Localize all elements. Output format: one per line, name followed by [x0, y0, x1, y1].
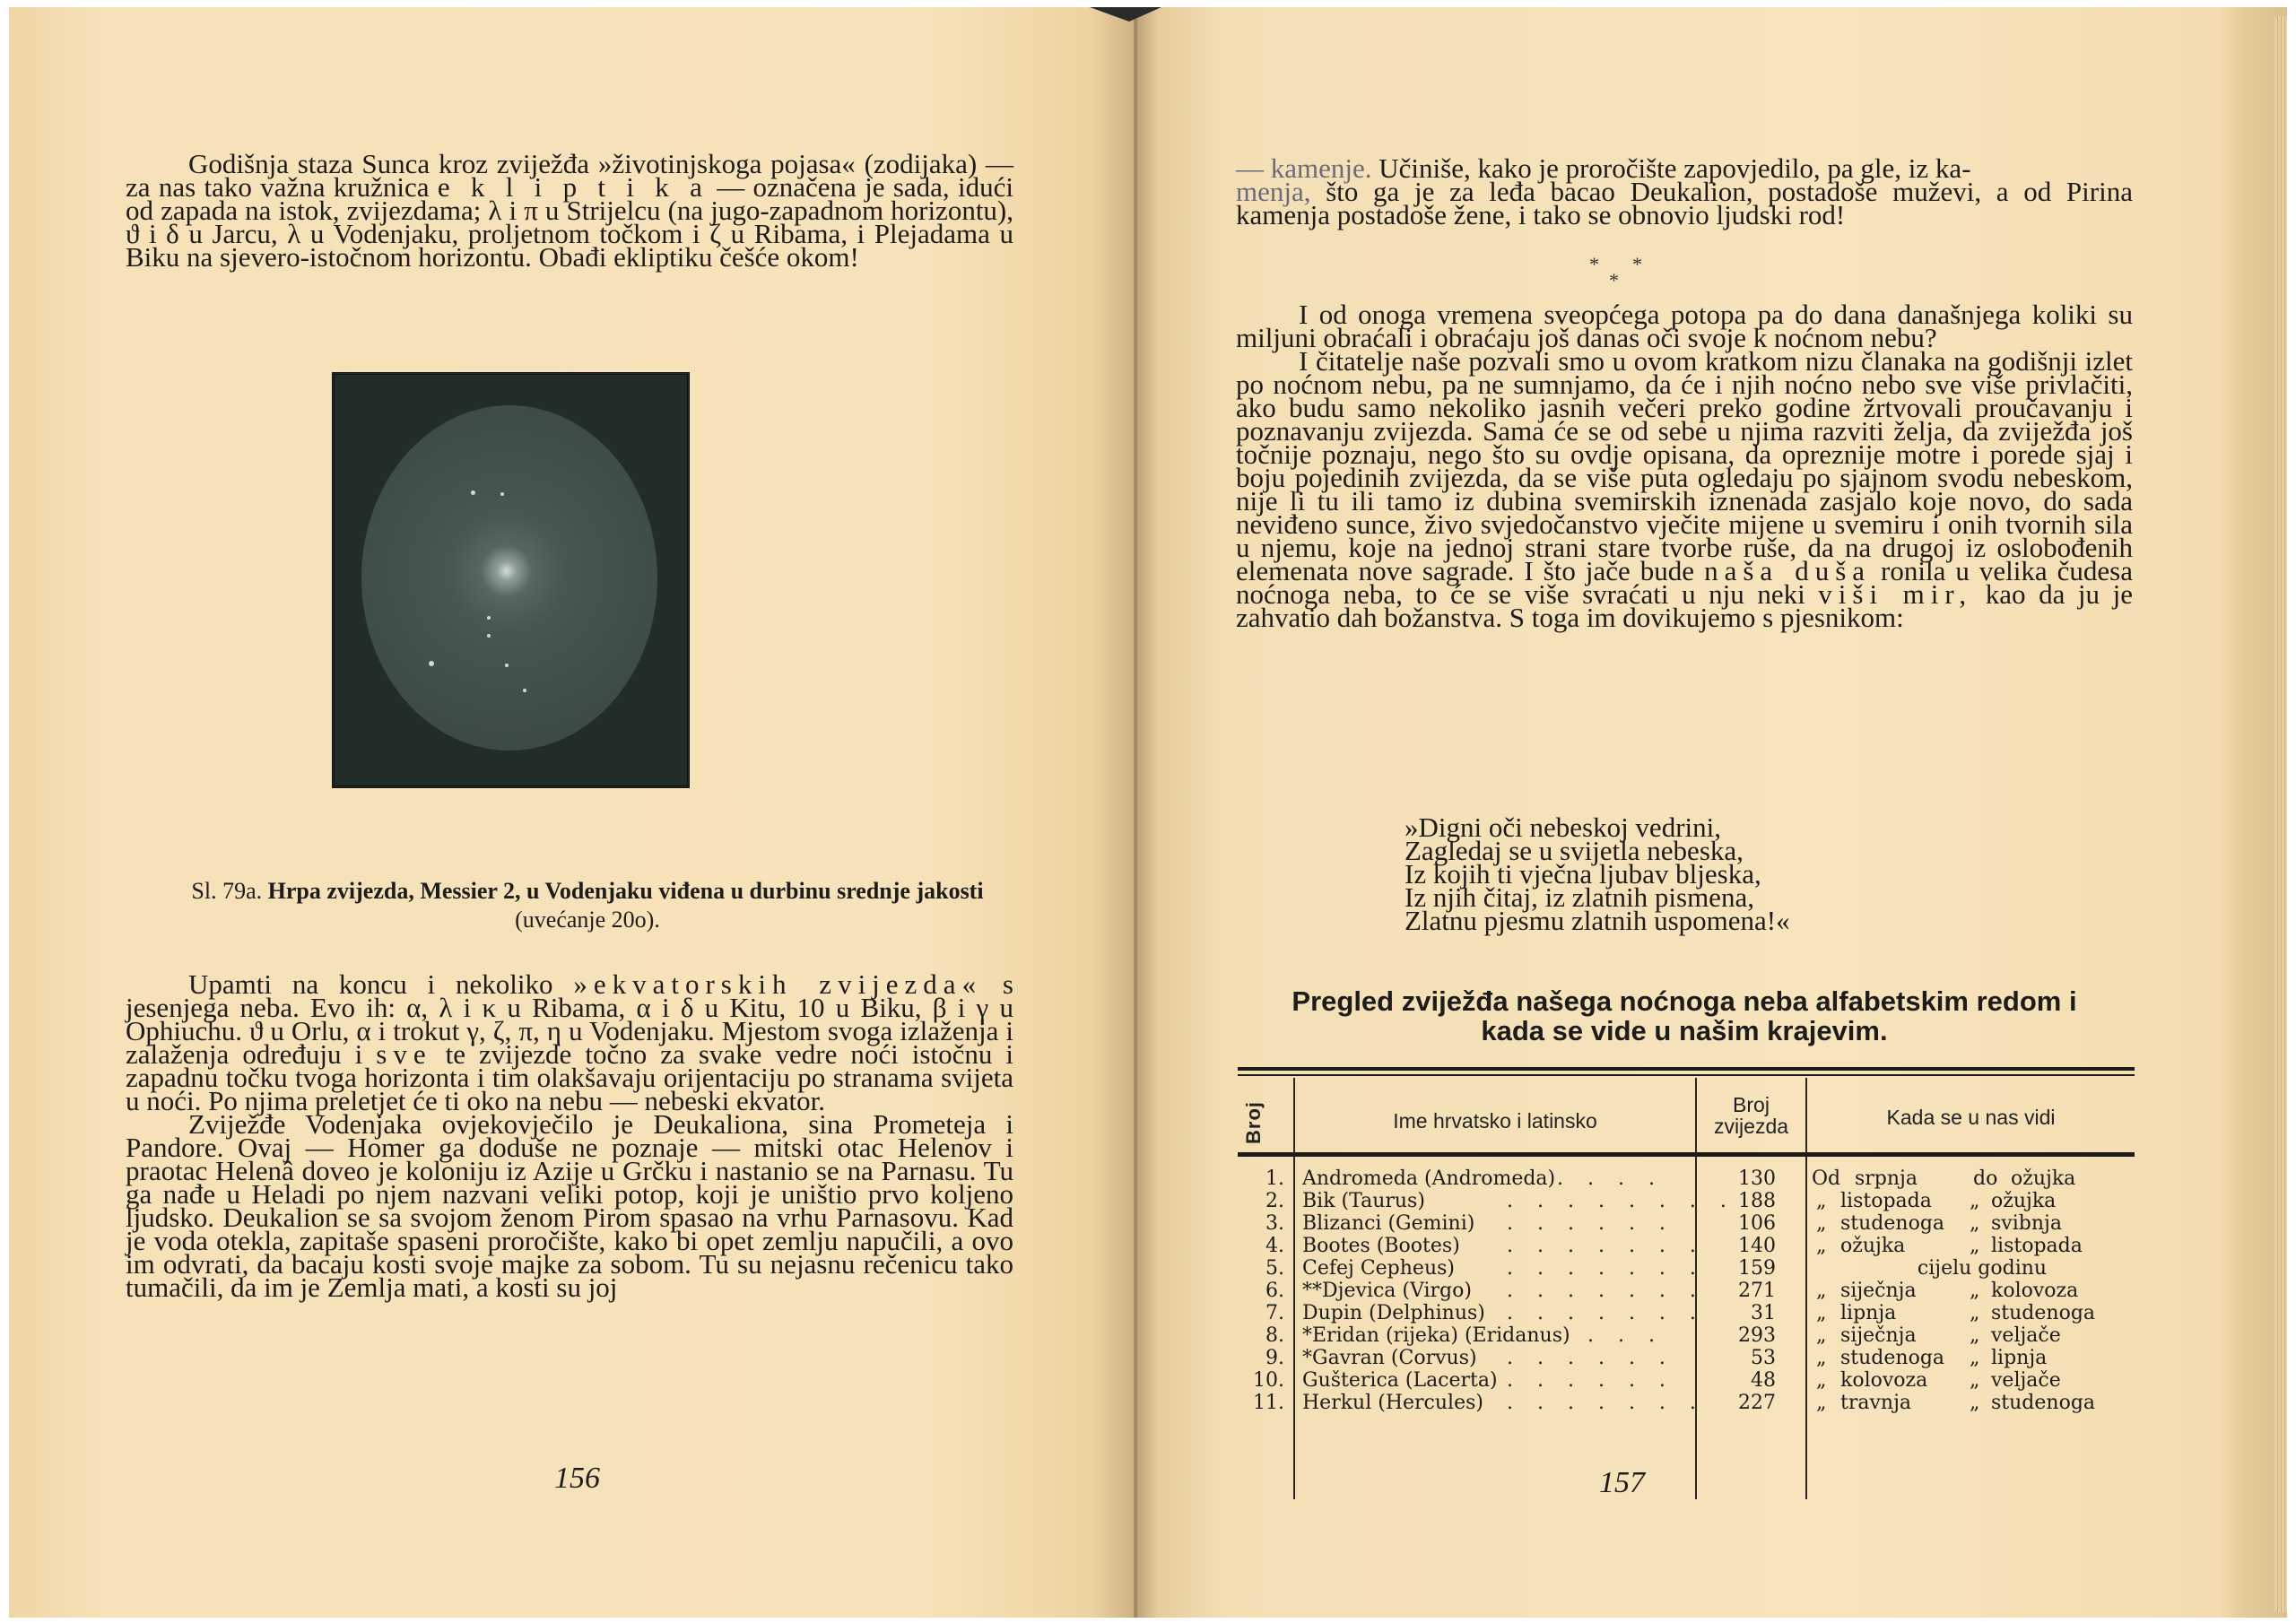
star-count: 271: [1738, 1280, 1776, 1302]
row-number: 6.: [1265, 1280, 1284, 1302]
ditto-mark: „: [1816, 1280, 1827, 1302]
star-count: 188: [1738, 1190, 1776, 1212]
table-row: [1238, 1190, 2135, 1212]
leader-dots: . . . . . .: [1507, 1369, 1674, 1392]
star-dot: [500, 492, 504, 496]
row-number: 11.: [1253, 1392, 1284, 1414]
leader-dots: . . . . . . .: [1507, 1392, 1705, 1414]
text-line: (zodijaka) — za nas tako važna kružnica: [126, 148, 1013, 203]
leader-dots: . . . . . .: [1507, 1212, 1674, 1235]
row-number: 10.: [1253, 1369, 1284, 1392]
page-number-right: 157: [1599, 1466, 1645, 1499]
text-line: Upamti na koncu i nekoliko: [188, 968, 574, 1000]
visibility-from: kolovoza: [1840, 1369, 1928, 1392]
ditto-mark: „: [1970, 1302, 1980, 1324]
visibility-from: lipnja: [1840, 1302, 1897, 1324]
row-number: 9.: [1265, 1347, 1284, 1369]
header-name: Ime hrvatsko i latinsko: [1393, 1109, 1597, 1133]
text-line: s jesenjega neba. Evo ih: α, λ i κ u Ribama, α i δ u Kitu, 10 u Biku, β i γ u Ophiuchu. ϑ u Orlu, α i trokut γ, ζ, π, η u Vodenjaku. Mjestom svoga izlaženja i zalaženja određuju i: [126, 968, 1013, 1070]
visibility-from: siječnja: [1840, 1324, 1917, 1347]
visibility-period: cijelu godinu: [1917, 1257, 2048, 1280]
caption-label: Sl. 79a.: [191, 878, 263, 904]
row-number: 2.: [1265, 1190, 1284, 1212]
text-line: — označena je sada, idući od zapada na istok, zvijezdama; λ i π u Strijelcu (na jugo-zapadnom horizontu), ϑ i δ u Jarcu, λ u Vodenjaku, proljetnom točkom i ζ u Ribama, i Plejadama u Biku na sjevero-istočnom horizontu. Obađi ekliptiku češće okom!: [126, 171, 1013, 273]
star-count: 31: [1751, 1302, 1776, 1324]
emphasized-term: e k l i p t i k a: [437, 171, 709, 203]
gutter: [1134, 7, 1137, 1618]
table-body: [1238, 1167, 2135, 1414]
visibility-to: veljače: [1991, 1369, 2061, 1392]
table-row: [1238, 1257, 2135, 1280]
ditto-mark: „: [1816, 1347, 1827, 1369]
table-row: [1238, 1324, 2135, 1347]
page-edges: [2274, 16, 2287, 1612]
star-count: 106: [1738, 1212, 1776, 1235]
row-number: 8.: [1265, 1324, 1284, 1347]
faded-text: menja,: [1236, 176, 1326, 207]
right-paragraph-closing: [1236, 299, 2133, 633]
header-visibility: Kada se u nas vidi: [1886, 1106, 2056, 1129]
poem-line: »Digni oči nebeskoj vedrini,: [1405, 812, 1721, 843]
visibility-to: kolovoza: [1991, 1280, 2079, 1302]
section-separator: [1589, 253, 1697, 289]
asterisk-icon: *: [1632, 253, 1642, 275]
visibility-to: ožujka: [2011, 1167, 2076, 1190]
ditto-mark: „: [1816, 1235, 1827, 1257]
ditto-mark: „: [1816, 1369, 1827, 1392]
table-row: [1238, 1280, 2135, 1302]
star-dot: [505, 664, 509, 667]
ditto-mark: „: [1970, 1190, 1980, 1212]
leader-dots: . . . . . . .: [1507, 1257, 1705, 1280]
text-line: što ga je za leđa bacao Deukalion, postadoše muževi, a od Pirina kamenja postadoše žene, i tako se obnovio ljudski rod!: [1236, 176, 2133, 230]
header-star-count: [1697, 1094, 1805, 1137]
star-count: 293: [1738, 1324, 1776, 1347]
ditto-mark: „: [1970, 1392, 1980, 1414]
header-line: Broj: [1733, 1093, 1770, 1116]
telescope-view-disc: [361, 405, 657, 751]
row-number: 3.: [1265, 1212, 1284, 1235]
star-count: 130: [1738, 1167, 1776, 1190]
visibility-from: travnja: [1840, 1392, 1912, 1414]
star-count: 159: [1738, 1257, 1776, 1280]
star-dot: [523, 689, 526, 692]
constellation-name: Bik (Taurus): [1302, 1190, 1425, 1212]
table-row: [1238, 1369, 2135, 1392]
table-row: [1238, 1235, 2135, 1257]
constellation-name: Cefej Cepheus): [1302, 1257, 1455, 1280]
constellation-name: Dupin (Delphinus): [1302, 1302, 1485, 1324]
ditto-mark: „: [1816, 1324, 1827, 1347]
row-number: 7.: [1265, 1302, 1284, 1324]
ditto-mark: „: [1970, 1324, 1980, 1347]
star-count: 140: [1738, 1235, 1776, 1257]
ditto-mark: „: [1970, 1235, 1980, 1257]
star-count: 227: [1738, 1392, 1776, 1414]
visibility-to: lipnja: [1991, 1347, 2048, 1369]
visibility-from: siječnja: [1840, 1280, 1917, 1302]
ditto-mark: „: [1816, 1302, 1827, 1324]
poem-line: Zlatnu pjesmu zlatnih uspomena!«: [1405, 905, 1790, 936]
visibility-to: ožujka: [1991, 1190, 2057, 1212]
star-count: 48: [1751, 1369, 1776, 1392]
poem-line: Zagledaj se u svijetla nebeska,: [1405, 835, 1744, 866]
caption-magnification: (uvećanje 20o).: [515, 907, 660, 933]
poem-line: Iz kojih ti vječna ljubav bljeska,: [1405, 858, 1761, 890]
paragraph-invitation: [1236, 345, 2133, 633]
star-dot: [429, 661, 434, 666]
visibility-to-prefix: do: [1973, 1167, 1998, 1190]
visibility-to: svibnja: [1991, 1212, 2062, 1235]
constellation-name: *Gavran (Corvus): [1302, 1347, 1477, 1369]
leader-dots: . . . . . . .: [1507, 1280, 1705, 1302]
constellation-name: *Eridan (rijeka) (Eridanus): [1302, 1324, 1570, 1347]
table-row: [1238, 1302, 2135, 1324]
table-row: [1238, 1347, 2135, 1369]
left-paragraph-equator: [126, 968, 1014, 1303]
visibility-from: ožujka: [1840, 1235, 1906, 1257]
right-paragraph-continuation: — kamenje. Učiniše, kako je proročište zapovjedilo, pa gle, iz ka- menja, što ga je za leđa bacao Deukalion, postadoše muževi, a od Pirina kamenja postadoše žene, i tako se obnovio ljudski rod!: [1236, 152, 2133, 230]
ditto-mark: „: [1816, 1212, 1827, 1235]
text-line: I čitatelje naše pozvali smo u ovom kratkom nizu članaka na godišnji izlet po noćnom nebu, pa ne sumnjamo, da će i njih noćno nebo sve više privlačiti, ako budu samo nekoliko jasnih večeri preko godine žrtvovali proučavanju i poznavanju zvijezda. Sama će se od sebe u njima razviti želja, da zviježđa još točnije poznaju, nego što su ovdje opisana, da opreznije motre i porede sjaj i boju pojedinih zvijezda, da se više puta ogledaju po sjajnom svodu nebeskom, nije li tu ili tamo iz dubina svemirskih iznenada zasjalo koje novo, do sada neviđeno sunce, živo svjedočanstvo vječite mijene u svemiru i onih tvornih sila u njemu, koje na jednoj strani stare tvorbe ruše, da na drugoj iz oslobođenih elemenata nove sagrade. I što jače bude: [1236, 345, 2133, 586]
leader-dots: . . . . . . . .: [1507, 1190, 1735, 1212]
text-line: ronila u velika čudesa noćnoga neba, to će se više svraćati u nju neki: [1236, 555, 2133, 610]
ditto-mark: „: [1970, 1369, 1980, 1392]
header-number: Broj: [1242, 1101, 1265, 1144]
row-number: 1.: [1265, 1167, 1284, 1190]
text-line: Učiniše, kako je proročište zapovjedilo, pa gle, iz ka: [1378, 152, 1962, 184]
table-title-line: Pregled zviježđa našega noćnoga neba alfabetskim redom i: [1292, 985, 2077, 1017]
text-line: Godišnja staza Sunca kroz zviježđa »životinjskoga pojasa«: [188, 148, 856, 179]
asterisk-icon: *: [1589, 253, 1599, 275]
faded-text: — kamenje.: [1236, 152, 1379, 184]
leader-dots: . . . . . .: [1507, 1347, 1674, 1369]
visibility-to: veljače: [1991, 1324, 2061, 1347]
emphasized-term: naša duša: [1704, 555, 1872, 586]
constellation-name: Blizanci (Gemini): [1302, 1212, 1475, 1235]
left-paragraph-deucalion: Zviježđe Vodenjaka ovjekovječilo je Deukaliona, sina Prometeja i Pandore. Ovaj — Homer ga doduše ne poznaje — mitski otac Helenov i praotac Helenâ doveo je koloniju iz Azije u Grčku i nastanio se na Parnasu. Tu ga nađe u Heladi po njem nazvani veliki potop, koji je uništio prvo koljeno ljudsko. Deukalion se sa svojom ženom Pirom spasao na vrhu Parnasovu. Kad je voda otekla, zapitaše spaseni proročište, kako bi opet zemlju napučili, a ovo im odvrati, da bacaju kosti svoje majke za sobom. Tu su nejasnu rečenicu tako tumačili, da im je Zemlja mati, a kosti su joj: [126, 1108, 1013, 1303]
visibility-from-prefix: Od: [1812, 1167, 1841, 1190]
star-dot: [471, 490, 475, 495]
table-row: [1238, 1212, 2135, 1235]
star-count: 53: [1751, 1347, 1776, 1369]
constellation-name: **Djevica (Virgo): [1302, 1280, 1472, 1302]
caption-title: Hrpa zvijezda, Messier 2, u Vodenjaku viđena u durbinu srednje jakosti: [267, 878, 984, 904]
figure-messier-2: [332, 372, 690, 788]
emphasized-term: viši mir,: [1818, 578, 1973, 610]
star-dot: [487, 634, 491, 638]
leader-dots: . . . . . . .: [1507, 1302, 1705, 1324]
ditto-mark: „: [1970, 1347, 1980, 1369]
asterisk-icon: *: [1609, 269, 1619, 291]
leader-dots: . . .: [1587, 1324, 1664, 1347]
visibility-from: studenoga: [1840, 1212, 1945, 1235]
leader-dots: . . . . . . .: [1507, 1235, 1705, 1257]
ditto-mark: „: [1970, 1280, 1980, 1302]
star-dot: [487, 616, 491, 620]
constellation-name: Herkul (Hercules): [1302, 1392, 1483, 1414]
constellation-name: Andromeda (Andromeda): [1302, 1167, 1556, 1190]
visibility-to: studenoga: [1991, 1302, 2096, 1324]
text-line: kao da ju je zahvatio dah božanstva. S toga im dovikujemo s pjesnikom:: [1236, 578, 2133, 633]
table-row: [1238, 1167, 2135, 1190]
emphasized-term: sve: [376, 1038, 432, 1070]
ditto-mark: „: [1816, 1392, 1827, 1414]
ditto-mark: „: [1816, 1190, 1827, 1212]
table-title-line: kada se vide u našim krajevim.: [1481, 1015, 1888, 1046]
header-bottom-rule: [1238, 1152, 2135, 1157]
header-line: zvijezda: [1713, 1115, 1789, 1138]
ditto-mark: „: [1970, 1212, 1980, 1235]
text-line: te zvijezde točno za svake vedre noći istočnu i zapadnu točku tvoga horizonta i tim olakšavaju orijentaciju po stranama svijeta u noći. Po njima preletjet će ti oko na nebu — nebeski ekvator.: [126, 1038, 1014, 1116]
constellation-name: Bootes (Bootes): [1302, 1235, 1460, 1257]
page-number-left: 156: [554, 1462, 600, 1495]
poem-line: Iz njih čitaj, iz zlatnih pismena,: [1405, 881, 1754, 913]
visibility-from: studenoga: [1840, 1347, 1945, 1369]
figure-caption: [144, 877, 1031, 934]
row-number: 4.: [1265, 1235, 1284, 1257]
table-top-rule: [1238, 1067, 2135, 1076]
poem-quote: [1405, 812, 1790, 936]
visibility-to: studenoga: [1991, 1392, 2096, 1414]
leader-dots: . . . .: [1557, 1167, 1664, 1190]
visibility-from: srpnja: [1855, 1167, 1918, 1190]
row-number: 5.: [1265, 1257, 1284, 1280]
left-paragraph-ecliptic: [126, 148, 1013, 273]
constellation-name: Gušterica (Lacerta): [1302, 1369, 1498, 1392]
emphasized-term: »ekvatorskih zvijezda«: [573, 968, 983, 1000]
paragraph-flood: I od onoga vremena sveopćega potopa pa do dana današnjega koliki su miljuni obraćali i obraćaju još danas oči svoje k noćnom nebu?: [1236, 299, 2133, 353]
table-title: [1236, 986, 2133, 1046]
table-row: [1238, 1392, 2135, 1414]
visibility-to: listopada: [1991, 1235, 2083, 1257]
visibility-from: listopada: [1840, 1190, 1932, 1212]
